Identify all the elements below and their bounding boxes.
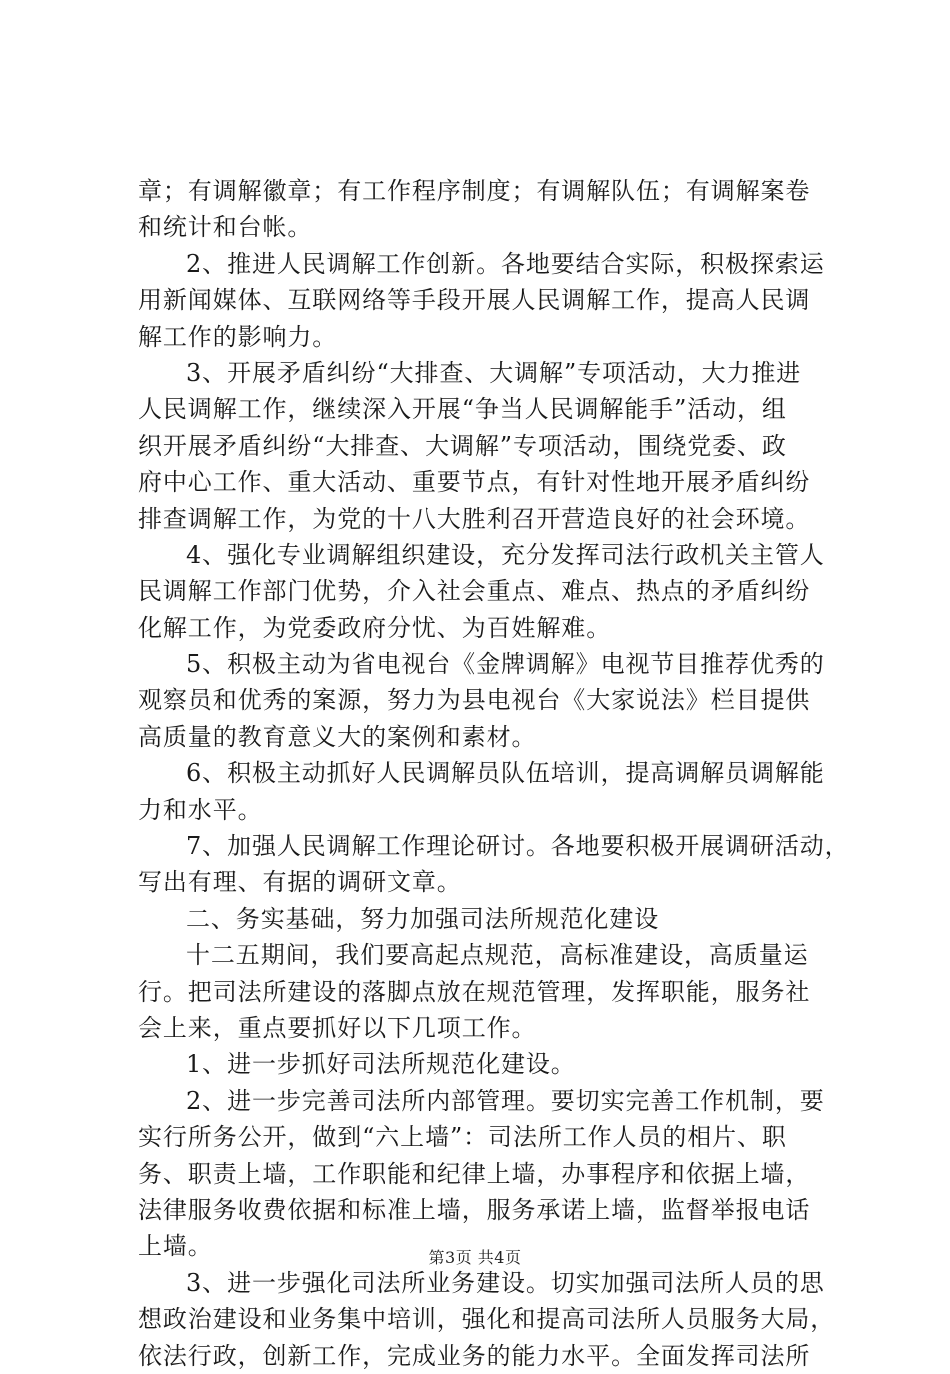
- text-line: 3、进一步强化司法所业务建设。切实加强司法所人员的思: [186, 1268, 825, 1297]
- text-line: 6、积极主动抓好人民调解员队伍培训，提高调解员调解能: [186, 759, 825, 788]
- text-line: 二、务实基础，努力加强司法所规范化建设: [186, 904, 660, 933]
- text-line: 织开展矛盾纠纷“大排查、大调解”专项活动，围绕党委、政: [138, 431, 787, 460]
- text-line: 用新闻媒体、互联网络等手段开展人民调解工作，提高人民调: [138, 286, 811, 315]
- text-line: 行。把司法所建设的落脚点放在规范管理，发挥职能，服务社: [138, 977, 811, 1006]
- text-line: 化解工作，为党委政府分忧、为百姓解难。: [138, 613, 612, 642]
- text-line: 7、加强人民调解工作理论研讨。各地要积极开展调研活动，: [186, 832, 850, 861]
- text-line: 力和水平。: [138, 795, 263, 824]
- text-line: 人民调解工作，继续深入开展“争当人民调解能手”活动，组: [138, 395, 787, 424]
- text-line: 实行所务公开，做到“六上墙”：司法所工作人员的相片、职: [138, 1123, 787, 1152]
- text-line: 务、职责上墙，工作职能和纪律上墙，办事程序和依据上墙，: [138, 1159, 811, 1188]
- text-line: 章；有调解徽章；有工作程序制度；有调解队伍；有调解案卷: [138, 177, 811, 205]
- text-line: 想政治建设和业务集中培训，强化和提高司法所人员服务大局，: [138, 1305, 836, 1334]
- text-line: 依法行政，创新工作，完成业务的能力水平。全面发挥司法所: [138, 1341, 811, 1370]
- document-body: [138, 173, 850, 1374]
- text-line: 1、进一步抓好司法所规范化建设。: [186, 1050, 576, 1079]
- text-line: 民调解工作部门优势，介入社会重点、难点、热点的矛盾纠纷: [138, 577, 811, 606]
- text-line: 4、强化专业调解组织建设，充分发挥司法行政机关主管人: [186, 540, 825, 569]
- text-line: 写出有理、有据的调研文章。: [138, 868, 462, 897]
- text-line: 法律服务收费依据和标准上墙，服务承诺上墙，监督举报电话: [138, 1195, 811, 1224]
- text-line: 解工作的影响力。: [138, 322, 338, 351]
- text-line: 会上来，重点要抓好以下几项工作。: [138, 1013, 537, 1042]
- text-line: 排查调解工作，为党的十八大胜利召开营造良好的社会环境。: [138, 504, 811, 533]
- page-footer: 第3页 共4页: [428, 1248, 522, 1267]
- text-line: 上墙。: [138, 1232, 213, 1261]
- text-line: 3、开展矛盾纠纷“大排查、大调解”专项活动，大力推进: [186, 358, 802, 387]
- text-line: 和统计和台帐。: [138, 213, 313, 242]
- text-line: 观察员和优秀的案源，努力为县电视台《大家说法》栏目提供: [138, 686, 811, 715]
- text-line: 十二五期间，我们要高起点规范，高标准建设，高质量运: [186, 941, 809, 970]
- text-line: 高质量的教育意义大的案例和素材。: [138, 722, 537, 751]
- text-line: 2、推进人民调解工作创新。各地要结合实际，积极探索运: [186, 249, 825, 278]
- text-line: 府中心工作、重大活动、重要节点，有针对性地开展矛盾纠纷: [138, 468, 811, 497]
- text-line: 2、进一步完善司法所内部管理。要切实完善工作机制，要: [186, 1086, 825, 1115]
- text-line: 5、积极主动为省电视台《金牌调解》电视节目推荐优秀的: [186, 650, 825, 679]
